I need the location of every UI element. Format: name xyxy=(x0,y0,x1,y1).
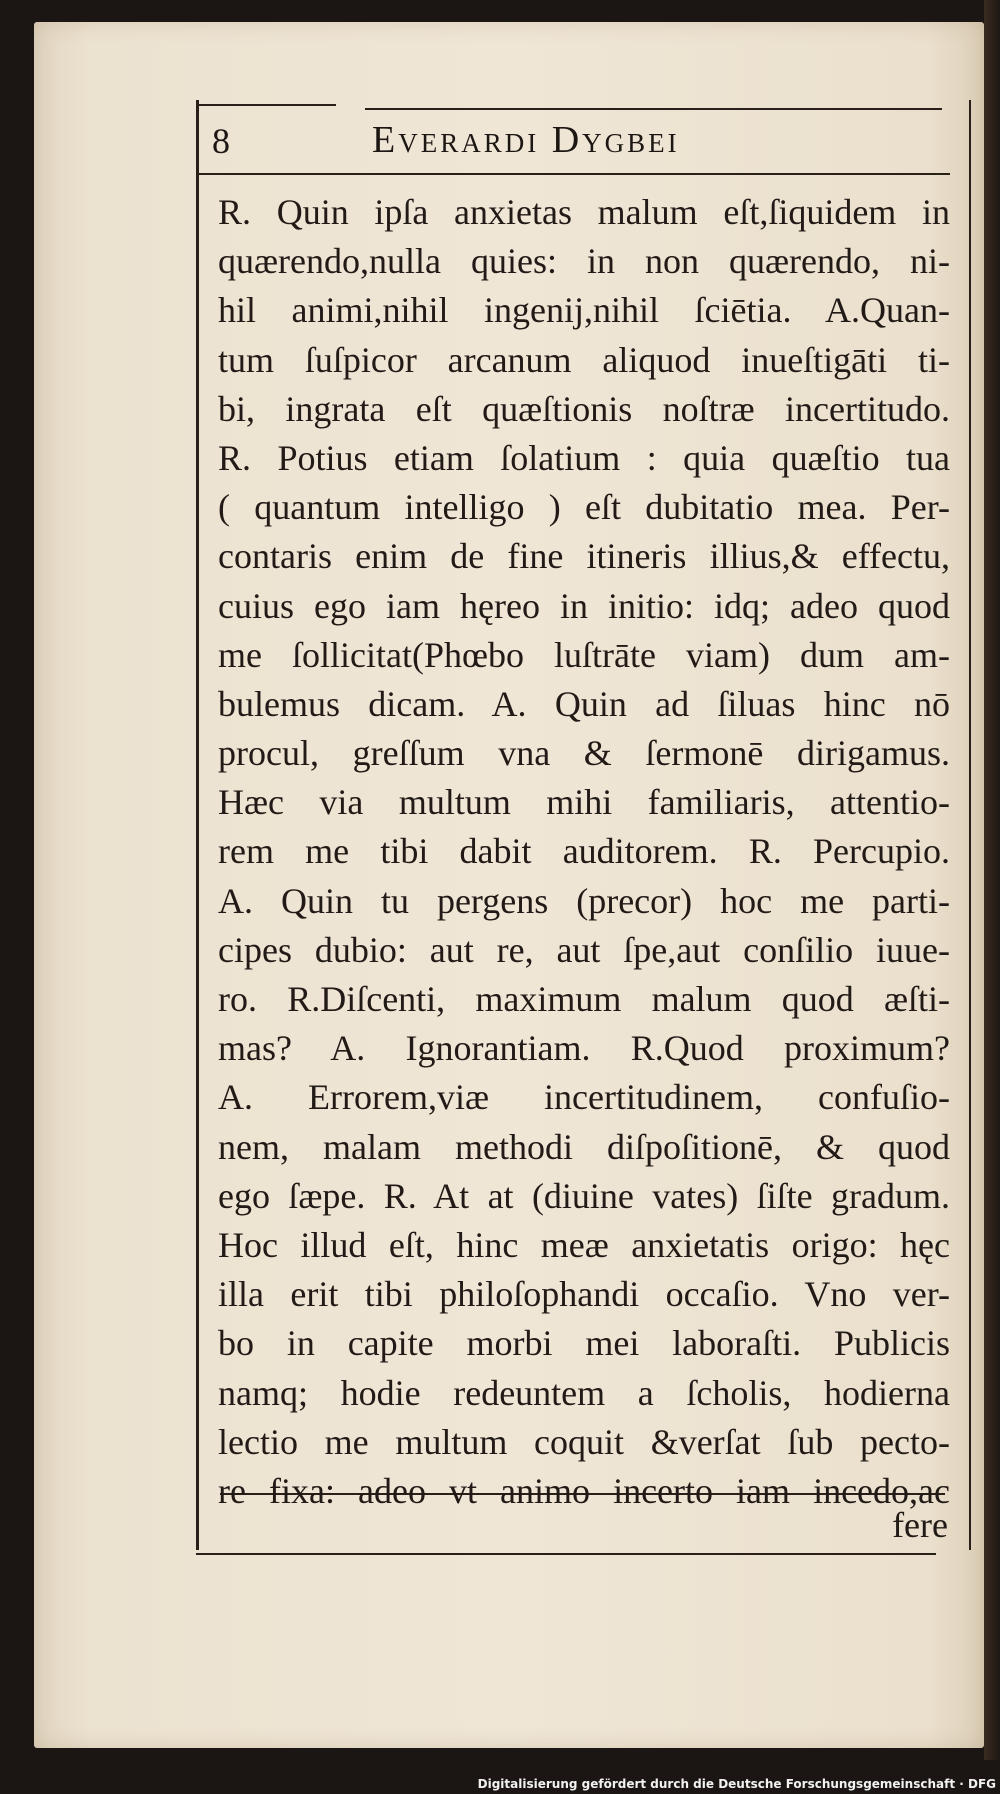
bottom-rule xyxy=(196,1553,936,1555)
text-line: lectio me multum coquit &verſat ſub pecto- xyxy=(218,1421,950,1462)
text-line: rem me tibi dabit auditorem. R. Percupio. xyxy=(218,831,950,872)
text-line: cuius ego iam hęreo in initio: idq; adeo quod xyxy=(218,585,950,626)
text-line: A. Errorem,viæ incertitudinem, confuſio- xyxy=(218,1077,950,1118)
header-underline xyxy=(196,173,950,175)
text-line: contaris enim de fine itineris illius,& effectu, xyxy=(218,536,950,577)
scan-edge xyxy=(984,0,1000,1760)
header-rule-left xyxy=(196,104,336,106)
text-line: A. Quin tu pergens (precor) hoc me parti- xyxy=(218,880,950,921)
digitization-credit: Digitalisierung gefördert durch die Deutsche Forschungsgemeinschaft · DFG xyxy=(477,1777,996,1791)
text-line: ro. R.Diſcenti, maximum malum quod æſti- xyxy=(218,979,950,1019)
text-line: ( quantum intelligo ) eſt dubitatio mea. Per- xyxy=(218,487,950,528)
page-number: 8 xyxy=(212,121,230,161)
text-line: R. Quin ipſa anxietas malum eſt,ſiquidem in xyxy=(218,192,950,232)
running-head: Everardi Dygbei xyxy=(372,119,680,161)
text-line: illa erit tibi philoſophandi occaſio. Vno ver- xyxy=(218,1274,950,1315)
text-line: Hæc via multum mihi familiaris, attentio- xyxy=(218,782,950,823)
text-line: mas? A. Ignorantiam. R.Quod proximum? xyxy=(218,1028,950,1069)
header-rule-right xyxy=(365,108,942,110)
text-line: ego ſæpe. R. At at (diuine vates) ſiſte gradum. xyxy=(218,1175,950,1216)
text-line: R. Potius etiam ſolatium : quia quæſtio tua xyxy=(218,437,950,478)
text-line: tum ſuſpicor arcanum aliquod inueſtigāti ti- xyxy=(218,339,950,380)
text-line: bulemus dicam. A. Quin ad ſiluas hinc nō xyxy=(218,683,950,724)
body-text xyxy=(218,188,950,1516)
text-line: procul, greſſum vna & ſermonē dirigamus. xyxy=(218,733,950,774)
text-line: Hoc illud eſt, hinc meæ anxietatis origo: hęc xyxy=(218,1224,950,1265)
text-line: hil animi,nihil ingenij,nihil ſciētia. A.Quan- xyxy=(218,290,950,331)
text-line: me ſollicitat(Phœbo luſtrāte viam) dum am- xyxy=(218,634,950,675)
text-line: re fixa: adeo vt animo incerto iam incedo,ac xyxy=(218,1470,950,1511)
text-line: bi, ingrata eſt quæſtionis noſtræ incertitudo. xyxy=(218,388,950,429)
text-line: quærendo,nulla quies: in non quærendo, ni- xyxy=(218,241,950,282)
catchword: fere xyxy=(892,1505,948,1545)
text-line: namq; hodie redeuntem a ſcholis, hodierna xyxy=(218,1372,950,1413)
text-line: nem, malam methodi diſpoſitionē, & quod xyxy=(218,1126,950,1167)
text-line: cipes dubio: aut re, aut ſpe,aut conſilio iuue- xyxy=(218,929,950,970)
text-line: bo in capite morbi mei laboraſti. Publicis xyxy=(218,1323,950,1364)
